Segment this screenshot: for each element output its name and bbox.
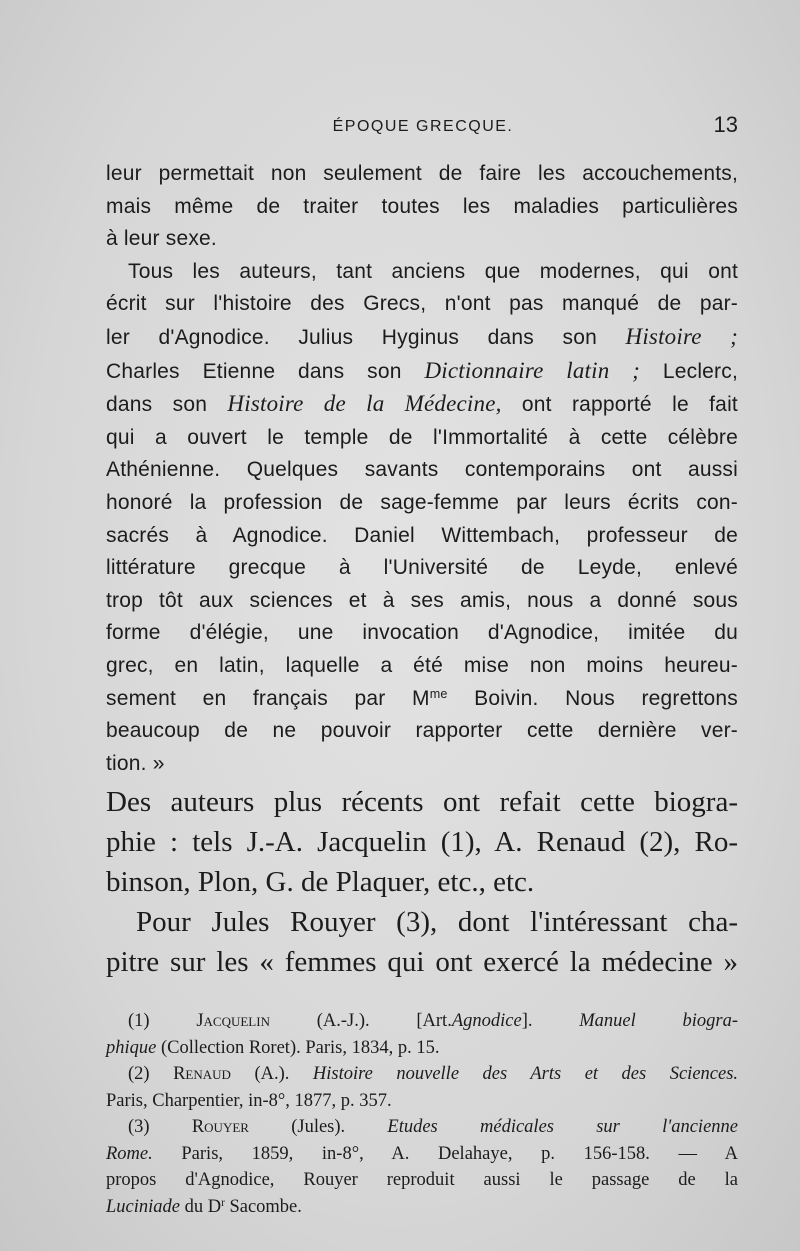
text-line: beaucoup de ne pouvoir rapporter cette dernière ver-	[106, 719, 738, 743]
text-segment: sement en français par M	[106, 686, 430, 710]
running-head-title: ÉPOQUE GRECQUE.	[332, 118, 514, 135]
text-segment: (A.).	[254, 1064, 290, 1084]
italic-title: Dictionnaire latin ;	[424, 357, 641, 383]
text-line: mais même de traiter toutes les maladies particulières	[106, 194, 738, 218]
text-line: écrit sur l'histoire des Grecs, n'ont pas manqué de par-	[106, 292, 738, 316]
text-segment: dans son	[106, 393, 208, 417]
superscript: me	[429, 686, 448, 701]
text-line: sacrés à Agnodice. Daniel Wittembach, professeur de	[106, 523, 738, 547]
italic-title: Luciniade	[106, 1196, 180, 1217]
text-line: Des auteurs plus récents ont refait cette biogra-	[106, 786, 738, 818]
text-line: pitre sur les « femmes qui ont exercé la médecine »	[106, 946, 738, 978]
text-segment: Charles Etienne dans son	[106, 359, 402, 383]
footnote-3	[106, 1114, 738, 1141]
footnote-2	[106, 1061, 738, 1088]
footnote-3-cont	[106, 1141, 738, 1168]
text-line: Tous les auteurs, tant anciens que modernes, qui ont	[128, 259, 738, 283]
text-line: leur permettait non seulement de faire les accouchements,	[106, 162, 738, 185]
running-head	[108, 112, 738, 142]
body-paragraphs	[106, 782, 738, 982]
footnotes	[106, 1008, 738, 1220]
italic-title: Rome.	[106, 1143, 153, 1164]
italic-title: Etudes médicales sur l'ancienne	[387, 1117, 738, 1137]
italic-title: Agnodice	[451, 1011, 522, 1031]
text-line: tion. »	[106, 751, 165, 775]
page-number: 13	[713, 112, 738, 137]
footnote-3-cont: propos d'Agnodice, Rouyer reproduit aussi le passage de la	[106, 1170, 738, 1190]
text-line: Athénienne. Quelques savants contemporains ont aussi	[106, 458, 738, 482]
footnote-author: Jacquelin	[196, 1011, 270, 1031]
italic-title: Histoire nouvelle des Arts et des Sciences.	[312, 1064, 739, 1084]
text-line	[106, 388, 738, 422]
footnote-1-cont	[106, 1035, 738, 1062]
footnote-1	[106, 1008, 738, 1035]
text-line: à leur sexe.	[106, 227, 217, 251]
text-line: Pour Jules Rouyer (3), dont l'intéressant cha-	[136, 906, 738, 938]
superscript: r	[221, 1196, 225, 1209]
footnote-2-cont: Paris, Charpentier, in-8°, 1877, p. 357.	[106, 1090, 392, 1111]
text-segment: (Collection Roret). Paris, 1834, p. 15.	[160, 1037, 440, 1058]
text-line: qui a ouvert le temple de l'Immortalité à cette célèbre	[106, 425, 738, 449]
text-segment: Boivin. Nous regrettons	[474, 686, 738, 710]
text-line: binson, Plon, G. de Plaquer, etc., etc.	[106, 866, 535, 898]
footnote-number: (2)	[128, 1064, 150, 1084]
text-line	[106, 355, 738, 389]
italic-title: Histoire ;	[625, 323, 738, 349]
text-line	[106, 683, 738, 716]
footnote-author: Rouyer	[191, 1117, 249, 1137]
footnote-number: (3)	[128, 1117, 150, 1137]
text-segment: ont rapporté le fait	[521, 393, 738, 417]
text-segment: du D	[184, 1196, 222, 1217]
text-line: trop tôt aux sciences et à ses amis, nous a donné sous	[106, 588, 738, 612]
footnote-author: Renaud	[173, 1064, 231, 1084]
footnote-number: (1)	[128, 1011, 150, 1031]
footnote-3-cont	[106, 1194, 738, 1221]
text-line: honoré la profession de sage-femme par leurs écrits con-	[106, 490, 738, 514]
text-line: littérature grecque à l'Université de Leyde, enlevé	[106, 556, 738, 580]
text-line: phie : tels J.-A. Jacquelin (1), A. Renaud (2), Ro-	[106, 826, 738, 858]
text-segment: (Jules).	[291, 1117, 346, 1137]
italic-title: Histoire de la Médecine,	[227, 391, 502, 417]
italic-title: Manuel biogra-	[579, 1011, 739, 1031]
text-segment: Paris, 1859, in-8°, A. Delahaye, p. 156-158. — A	[181, 1143, 738, 1164]
text-segment: Sacombe.	[229, 1196, 302, 1217]
text-line: forme d'élégie, une invocation d'Agnodice, imitée du	[106, 621, 738, 645]
text-segment: ler d'Agnodice. Julius Hyginus dans son	[106, 325, 597, 349]
quoted-passage	[106, 158, 738, 780]
text-segment: ].	[521, 1011, 533, 1031]
text-line: grec, en latin, laquelle a été mise non moins heureu-	[106, 653, 738, 677]
text-segment: Leclerc,	[662, 359, 738, 383]
text-line	[106, 321, 738, 355]
italic-title: phique	[106, 1037, 157, 1058]
text-segment: (A.-J.). [Art.	[316, 1011, 452, 1031]
